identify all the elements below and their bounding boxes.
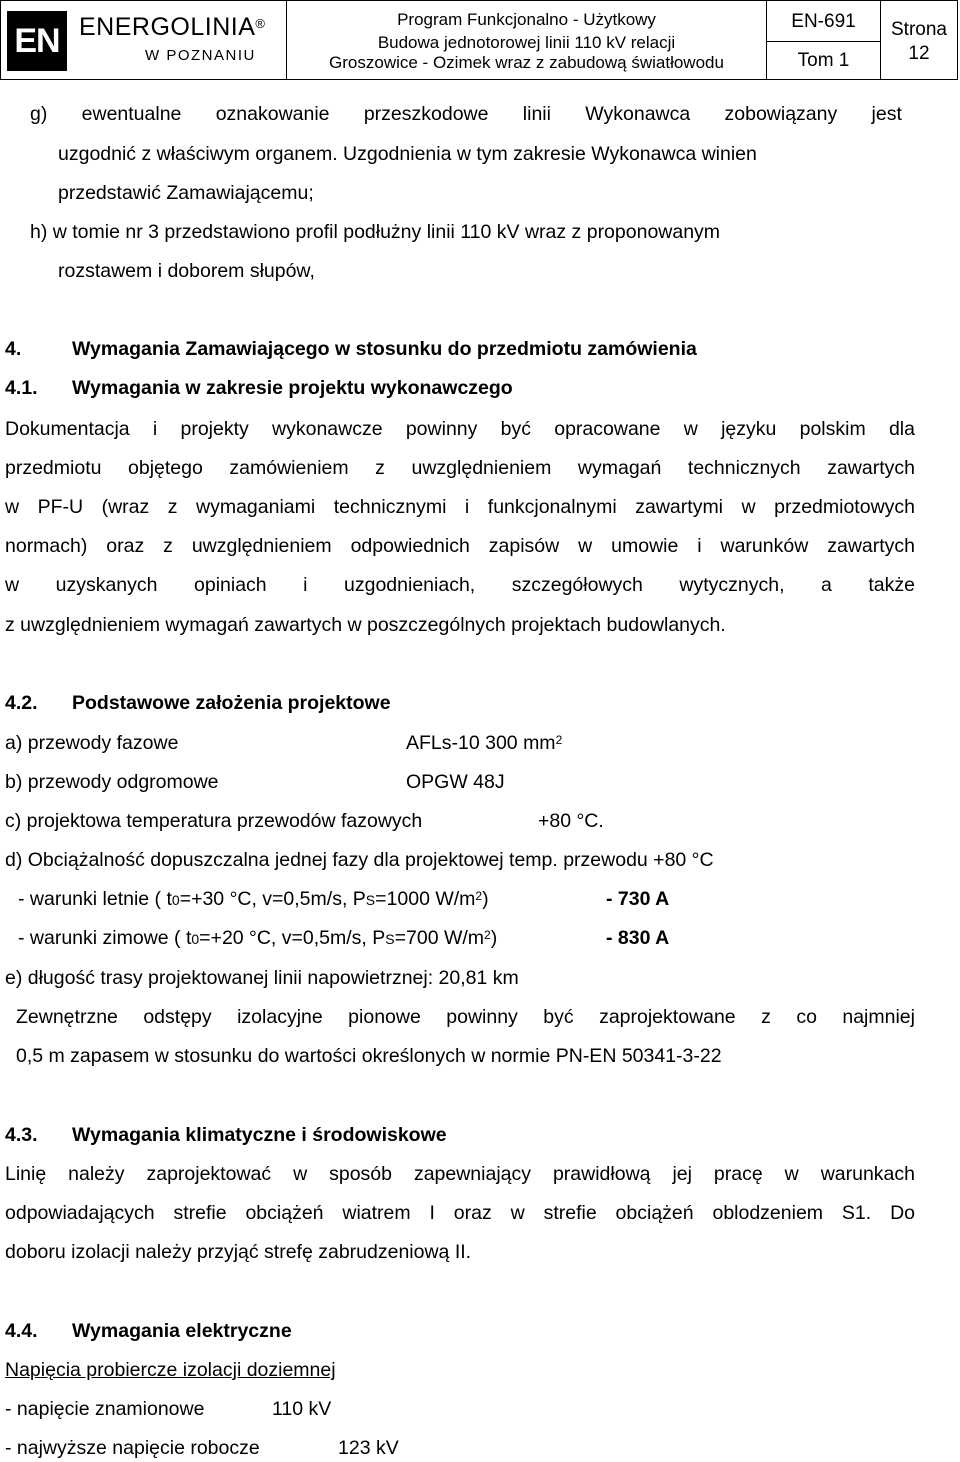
header-code-cell: [767, 1, 881, 79]
item-a-label: a) przewody fazowe: [5, 732, 179, 754]
section-4-title: Wymagania Zamawiającego w stosunku do przedmiotu zamówienia: [72, 338, 697, 360]
page-label: Strona: [891, 19, 947, 40]
item-d-line: d) Obciążalność dopuszczalna jednej fazy dla projektowej temp. przewodu +80 °C: [5, 849, 714, 871]
item-g-line1: [30, 102, 902, 126]
text: - warunki zimowe ( t: [18, 927, 192, 949]
company-name: [79, 13, 265, 42]
section-4-1-number: 4.1.: [5, 377, 38, 399]
clearance-paragraph-line2: 0,5 m zapasem w stosunku do wartości określonych w normie PN-EN 50341-3-22: [16, 1045, 722, 1067]
s43-paragraph-line: Linię należy zaprojektować w sposób zapewniający prawidłową jej pracę w warunkach: [5, 1163, 915, 1185]
item-e-line: e) długość trasy projektowanej linii napowietrznej: 20,81 km: [5, 967, 519, 989]
item-b-label: b) przewody odgromowe: [5, 771, 219, 793]
winter-current-value: - 830 A: [606, 927, 670, 949]
item-g-line2: uzgodnić z właściwym organem. Uzgodnienia w tym zakresie Wykonawca winien: [58, 143, 757, 165]
program-title: Program Funkcjonalno - Użytkowy: [397, 10, 656, 29]
item-h-line1: h) w tomie nr 3 przedstawiono profil podłużny linii 110 kV wraz z proponowanym: [30, 221, 721, 243]
company-city: W POZNANIU: [145, 47, 256, 64]
text: ): [490, 927, 498, 949]
s41-paragraph-line: z uwzględnieniem wymagań zawartych w poszczególnych projektach budowlanych.: [5, 614, 726, 636]
superscript: 2: [475, 889, 483, 903]
subscript: S: [385, 931, 395, 947]
max-voltage-value: 123 kV: [338, 1437, 399, 1459]
winter-conditions: [18, 926, 497, 951]
header-divider: [767, 41, 880, 42]
word: ewentualne: [81, 103, 182, 125]
text: =1000 W/m: [375, 888, 476, 910]
s43-paragraph-line: doboru izolacji należy przyjąć strefę zabrudzeniową II.: [5, 1241, 472, 1263]
nominal-voltage-value: 110 kV: [272, 1398, 332, 1420]
summer-current-value: - 730 A: [606, 888, 670, 910]
test-voltage-subheading: Napięcia probiercze izolacji doziemnej: [5, 1359, 336, 1381]
s41-paragraph-line: Dokumentacja i projekty wykonawcze powinny być opracowane w języku polskim dla: [5, 418, 915, 440]
volume-label: Tom 1: [797, 50, 850, 71]
project-title-line1: Budowa jednotorowej linii 110 kV relacji: [377, 33, 676, 52]
section-4-1-title: Wymagania w zakresie projektu wykonawczego: [72, 377, 513, 399]
section-4-4-number: 4.4.: [5, 1320, 38, 1342]
item-g-line3: przedstawić Zamawiającemu;: [58, 182, 314, 204]
text: - warunki letnie ( t: [18, 888, 172, 910]
word: g): [30, 103, 48, 125]
section-4-2-number: 4.2.: [5, 692, 38, 714]
nominal-voltage-label: - napięcie znamionowe: [5, 1398, 205, 1420]
s41-paragraph-line: w PF-U (wraz z wymaganiami technicznymi i funkcjonalnymi zawartymi w przedmiotowych: [5, 496, 915, 518]
subscript: 0: [171, 892, 180, 908]
page-number: 12: [908, 43, 930, 64]
word: jest: [871, 103, 902, 125]
word: zobowiązany: [724, 103, 838, 125]
project-title-line2: Groszowice - Ozimek wraz z zabudową światłowodu: [329, 53, 724, 72]
s41-paragraph-line: przedmiotu objętego zamówieniem z uwzględnieniem wymagań technicznych zawartych: [5, 457, 915, 479]
text: ): [482, 888, 489, 910]
text: =+30 °C, v=0,5m/s, P: [179, 888, 366, 910]
item-h-line2: rozstawem i doborem słupów,: [58, 260, 315, 282]
section-4-3-number: 4.3.: [5, 1124, 38, 1146]
registered-mark: ®: [255, 16, 266, 31]
item-c-value: +80 °C.: [538, 810, 604, 832]
summer-conditions: [18, 887, 489, 912]
text: =+20 °C, v=0,5m/s, P: [199, 927, 386, 949]
item-c-label: c) projektowa temperatura przewodów fazowych: [5, 810, 423, 832]
document-code: EN-691: [791, 11, 856, 32]
s41-paragraph-line: normach) oraz z uwzględnieniem odpowiednich zapisów w umowie i warunków zawartych: [5, 535, 915, 557]
section-4-2-title: Podstawowe założenia projektowe: [72, 692, 391, 714]
document-header: [0, 0, 958, 80]
header-title-cell: [287, 1, 767, 79]
section-4-4-title: Wymagania elektryczne: [72, 1320, 292, 1342]
section-4-3-title: Wymagania klimatyczne i środowiskowe: [72, 1124, 447, 1146]
company-name-text: ENERGOLINIA: [79, 13, 256, 41]
section-4-number: 4.: [5, 338, 22, 360]
item-a-value-text: AFLs-10 300 mm: [406, 732, 556, 754]
word: Wykonawca: [585, 103, 691, 125]
item-a-value: [406, 731, 562, 755]
header-page-cell: [881, 1, 957, 79]
word: oznakowanie: [215, 103, 330, 125]
header-logo-cell: [1, 1, 287, 79]
text: =700 W/m: [394, 927, 485, 949]
superscript: 2: [484, 928, 491, 942]
company-logo: EN: [7, 11, 67, 71]
word: linii: [522, 103, 551, 125]
word: przeszkodowe: [363, 103, 489, 125]
subscript: S: [365, 892, 376, 908]
item-b-value: OPGW 48J: [406, 771, 505, 793]
subscript: 0: [191, 931, 200, 947]
s41-paragraph-line: w uzyskanych opiniach i uzgodnieniach, szczegółowych wytycznych, a także: [5, 574, 915, 596]
s43-paragraph-line: odpowiadających strefie obciążeń wiatrem I oraz w strefie obciążeń oblodzeniem S1. Do: [5, 1202, 915, 1224]
max-voltage-label: - najwyższe napięcie robocze: [5, 1437, 260, 1459]
superscript: 2: [555, 733, 563, 747]
clearance-paragraph-line1: Zewnętrzne odstępy izolacyjne pionowe powinny być zaprojektowane z co najmniej: [16, 1006, 915, 1028]
